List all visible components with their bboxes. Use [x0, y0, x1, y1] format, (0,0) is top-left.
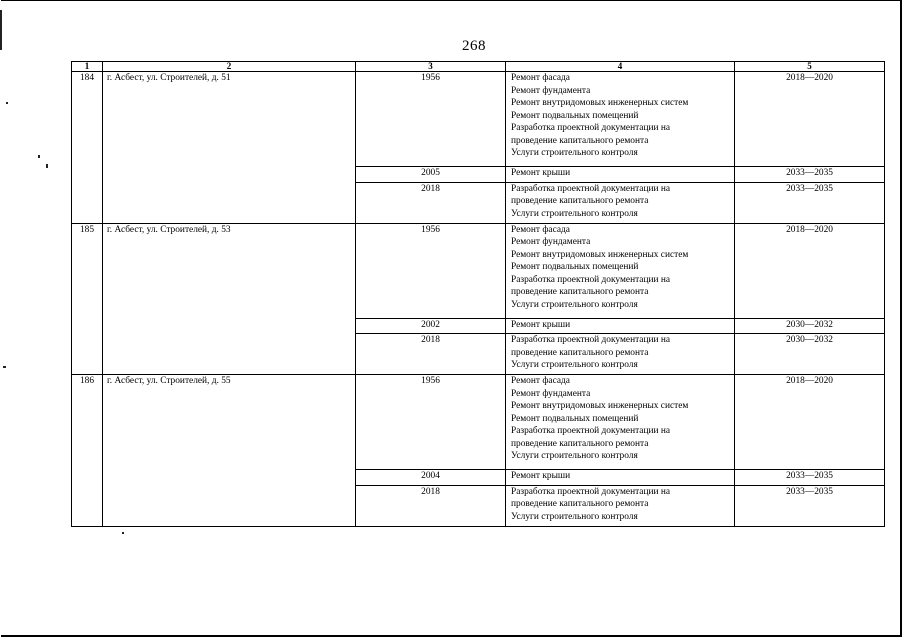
year-cell: 2004: [356, 470, 506, 486]
entry-number: 184: [72, 72, 103, 224]
column-header: 4: [506, 62, 735, 72]
work-item: проведение капитального ремонта: [511, 287, 649, 297]
scan-mark: [0, 10, 2, 50]
work-item: Ремонт внутридомовых инженерных систем: [511, 249, 689, 260]
work-item: Разработка проектной документации на: [511, 426, 671, 436]
work-item: Ремонт фундамента: [511, 85, 591, 96]
works-cell: [506, 334, 735, 375]
work-item: Ремонт подвальных помещений: [511, 262, 639, 272]
work-item: Услуги строительного контроля: [511, 148, 638, 158]
table-row: [72, 223, 885, 318]
work-item: Ремонт внутридомовых инженерных систем: [511, 98, 689, 108]
period-cell: 2018—2020: [735, 375, 885, 470]
year-cell: 1956: [356, 223, 506, 318]
period-cell: 2030—2032: [735, 318, 885, 334]
works-cell: [506, 375, 735, 470]
work-item: проведение капитального ремонта: [511, 196, 649, 206]
year-cell: 2005: [356, 167, 506, 183]
work-item: Ремонт крыши: [511, 168, 571, 178]
period-cell: 2033—2035: [735, 485, 885, 526]
works-cell: [506, 470, 735, 486]
works-cell: [506, 167, 735, 183]
entry-number: 185: [72, 223, 103, 375]
works-cell: [506, 485, 735, 526]
work-item: Ремонт крыши: [511, 471, 571, 481]
entry-address: г. Асбест, ул. Строителей, д. 53: [103, 223, 356, 375]
work-item: Разработка проектной документации на: [511, 486, 671, 497]
work-item: Ремонт фундамента: [511, 237, 591, 247]
column-header: 1: [72, 62, 103, 72]
work-item: Ремонт фундамента: [511, 388, 591, 399]
work-item: Разработка проектной документации на: [511, 274, 671, 285]
scan-mark: [3, 366, 6, 368]
scan-mark: [6, 102, 8, 104]
entry-address: г. Асбест, ул. Строителей, д. 51: [103, 72, 356, 224]
work-item: проведение капитального ремонта: [511, 438, 649, 449]
column-header: 2: [103, 62, 356, 72]
work-item: Услуги строительного контроля: [511, 451, 638, 461]
entry-number: 186: [72, 375, 103, 527]
entry-address: г. Асбест, ул. Строителей, д. 55: [103, 375, 356, 527]
work-item: Ремонт фасада: [511, 224, 570, 235]
period-cell: 2030—2032: [735, 334, 885, 375]
table-row: [72, 72, 885, 167]
year-cell: 2018: [356, 334, 506, 375]
column-header: 3: [356, 62, 506, 72]
works-cell: [506, 223, 735, 318]
works-cell: [506, 182, 735, 223]
work-item: Услуги строительного контроля: [511, 208, 638, 219]
work-item: Ремонт фасада: [511, 376, 570, 386]
works-cell: [506, 72, 735, 167]
work-item: Ремонт крыши: [511, 319, 571, 330]
work-item: Разработка проектной документации на: [511, 335, 671, 345]
work-item: проведение капитального ремонта: [511, 135, 649, 146]
year-cell: 2018: [356, 485, 506, 526]
register-table: [71, 61, 885, 527]
work-item: Ремонт подвальных помещений: [511, 110, 639, 121]
scan-mark: [38, 155, 40, 158]
year-cell: 2002: [356, 318, 506, 334]
period-cell: 2033—2035: [735, 182, 885, 223]
work-item: Услуги строительного контроля: [511, 299, 638, 310]
period-cell: 2018—2020: [735, 223, 885, 318]
work-item: Разработка проектной документации на: [511, 183, 671, 194]
works-cell: [506, 318, 735, 334]
year-cell: 1956: [356, 72, 506, 167]
scan-mark: [46, 164, 48, 168]
work-item: Услуги строительного контроля: [511, 511, 638, 522]
year-cell: 1956: [356, 375, 506, 470]
work-item: Услуги строительного контроля: [511, 360, 638, 370]
scan-mark: [122, 532, 124, 534]
work-item: проведение капитального ремонта: [511, 347, 649, 358]
table-row: [72, 375, 885, 470]
period-cell: 2033—2035: [735, 470, 885, 486]
work-item: Ремонт фасада: [511, 73, 570, 83]
work-item: проведение капитального ремонта: [511, 499, 649, 509]
page-number: 268: [462, 38, 486, 54]
work-item: Разработка проектной документации на: [511, 123, 671, 133]
work-item: Ремонт подвальных помещений: [511, 413, 639, 424]
header-row: [72, 62, 885, 72]
period-cell: 2018—2020: [735, 72, 885, 167]
year-cell: 2018: [356, 182, 506, 223]
period-cell: 2033—2035: [735, 167, 885, 183]
column-header: 5: [735, 62, 885, 72]
work-item: Ремонт внутридомовых инженерных систем: [511, 401, 689, 411]
